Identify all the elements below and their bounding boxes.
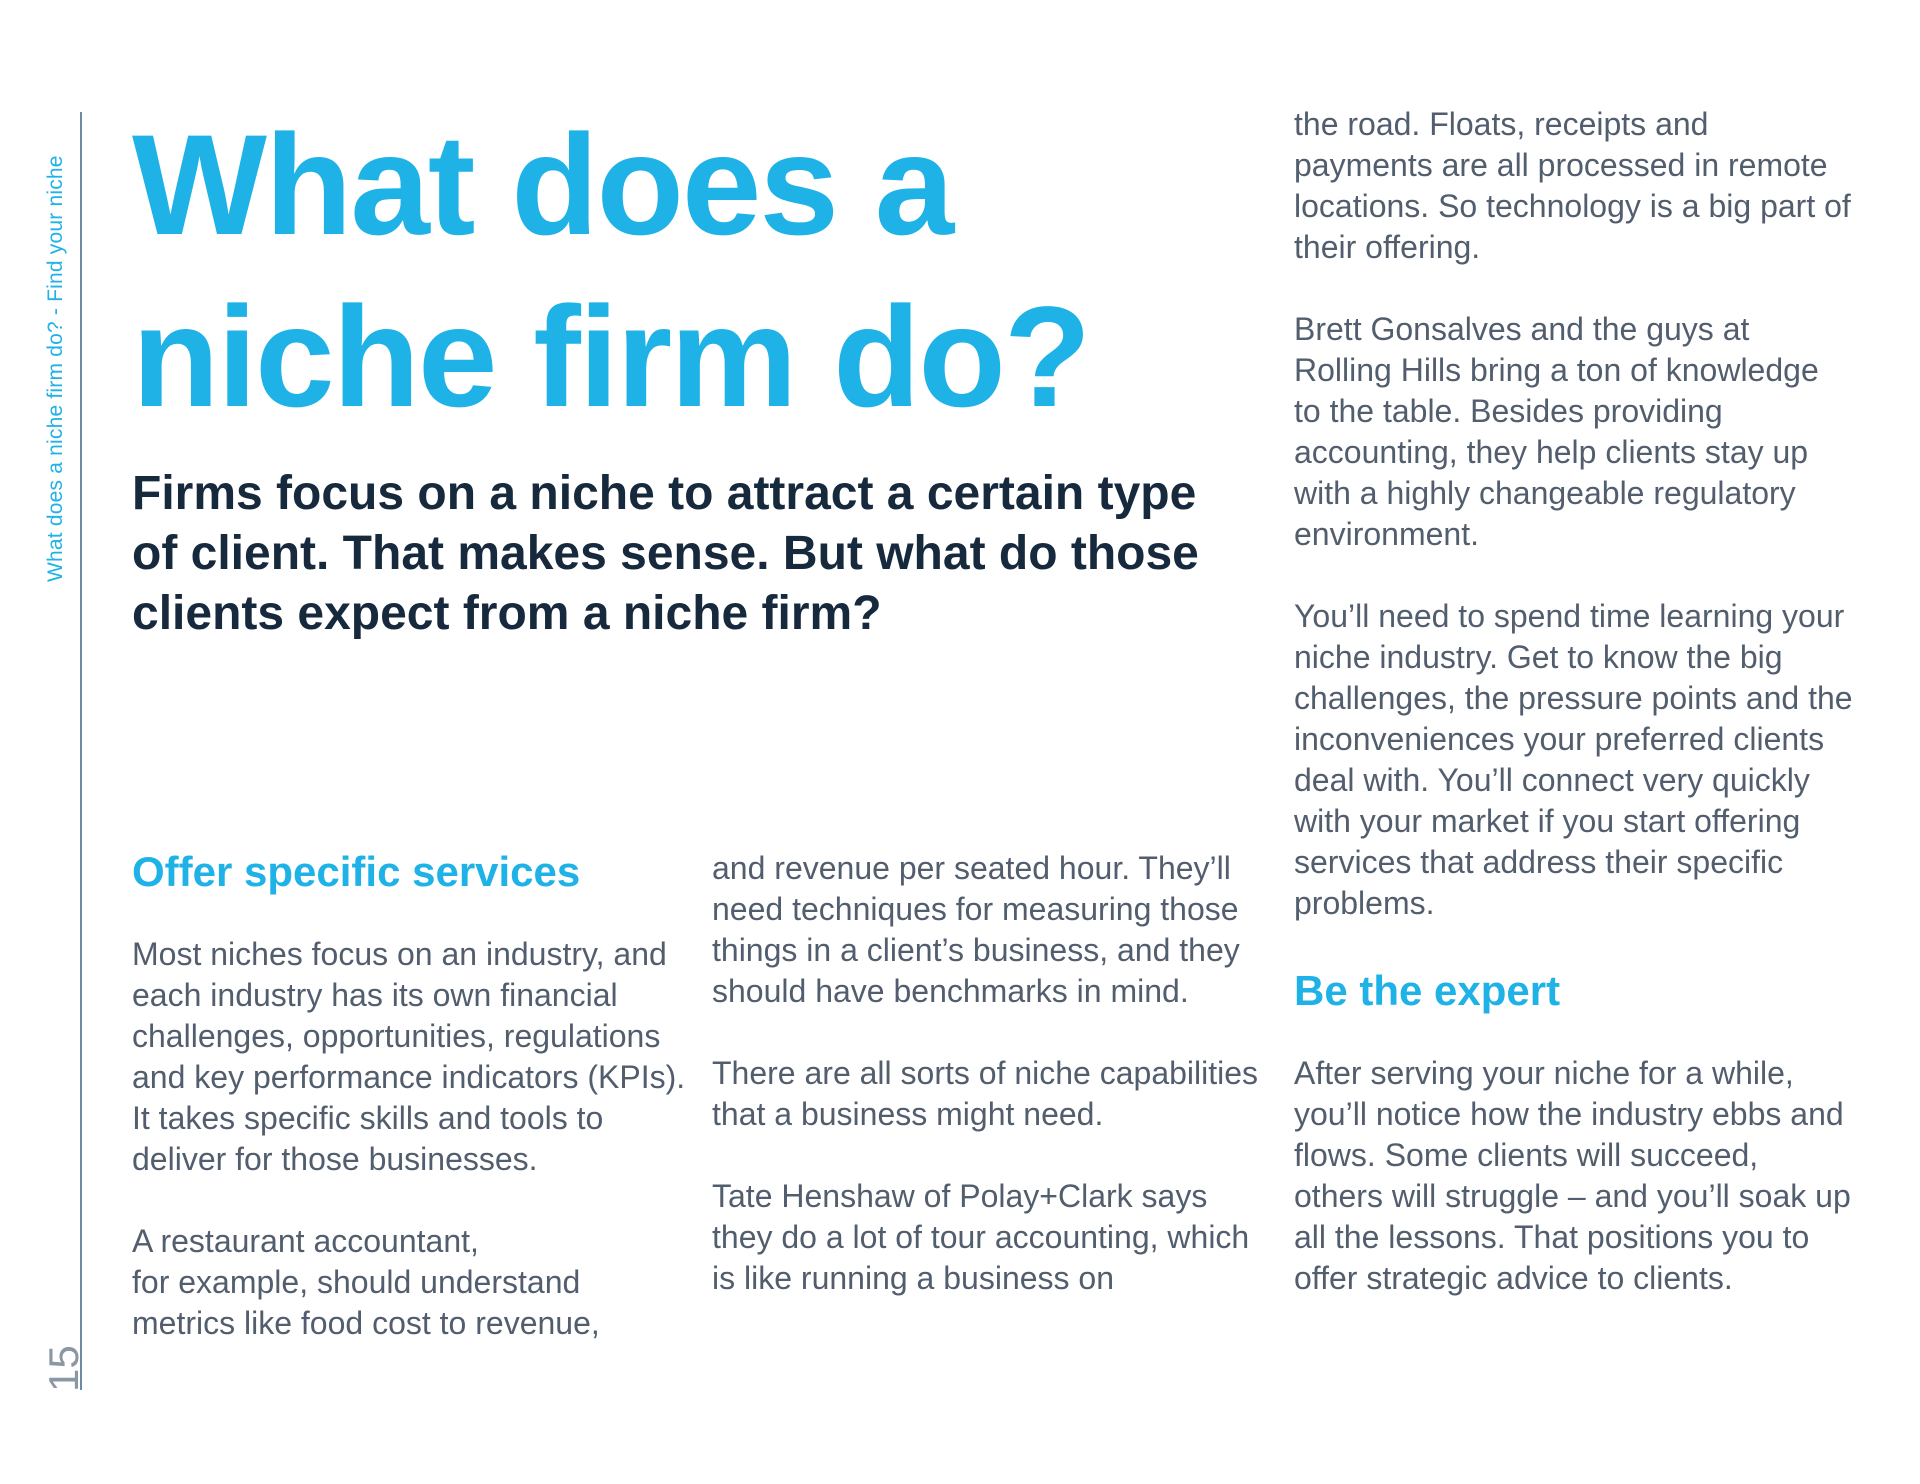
paragraph: After serving your niche for a while, you’ll notice how the industry ebbs and flows. Some clients will succeed, others will struggle – and you’ll soak up all the lessons. That positions you to offer strategic advice to clients. xyxy=(1294,1055,1851,1296)
paragraph: There are all sorts of niche capabilities that a business might need. xyxy=(712,1055,1259,1132)
paragraph-continued: and revenue per seated hour. They’ll need techniques for measuring those things in a client’s business, and they should have benchmarks in mind. xyxy=(712,850,1240,1009)
paragraph: Brett Gonsalves and the guys at Rolling Hills bring a ton of knowledge to the table. Besides providing accounting, they help clients stay up with a highly changeable regulatory environment. xyxy=(1294,311,1819,552)
paragraph: Most niches focus on an industry, and each industry has its own financial challenges, opportunities, regulations and key performance indicators (KPIs). It takes specific skills and tools to deliver for those businesses. xyxy=(132,936,686,1177)
paragraph: You’ll need to spend time learning your niche industry. Get to know the big challenges, the pressure points and the inconveniences your preferred clients deal with. You’ll connect very quickly with your market if you start offering services that address their specific problems. xyxy=(1294,598,1853,921)
paragraph: Tate Henshaw of Polay+Clark says they do a lot of tour accounting, which is like running a business on xyxy=(712,1178,1250,1296)
paragraph: A restaurant accountant, for example, should understand metrics like food cost to revenue, xyxy=(132,1223,600,1341)
column-1 xyxy=(132,846,692,1385)
column-3 xyxy=(1294,104,1854,1340)
section-caption: What does a niche firm do? - Find your niche xyxy=(44,155,67,582)
heading-be-the-expert: Be the expert xyxy=(1294,967,1561,1014)
column-2 xyxy=(712,848,1272,1340)
paragraph-continued: the road. Floats, receipts and payments are all processed in remote locations. So technology is a big part of their offering. xyxy=(1294,106,1851,265)
page-title: What does a niche firm do? xyxy=(132,106,1090,437)
lede: Firms focus on a niche to attract a certain type of client. That makes sense. But what do those clients expect from a niche firm? xyxy=(132,467,1199,640)
page-number-text: 15 xyxy=(40,1345,87,1392)
heading-offer-specific-services: Offer specific services xyxy=(132,848,581,895)
side-rule xyxy=(80,112,82,1390)
